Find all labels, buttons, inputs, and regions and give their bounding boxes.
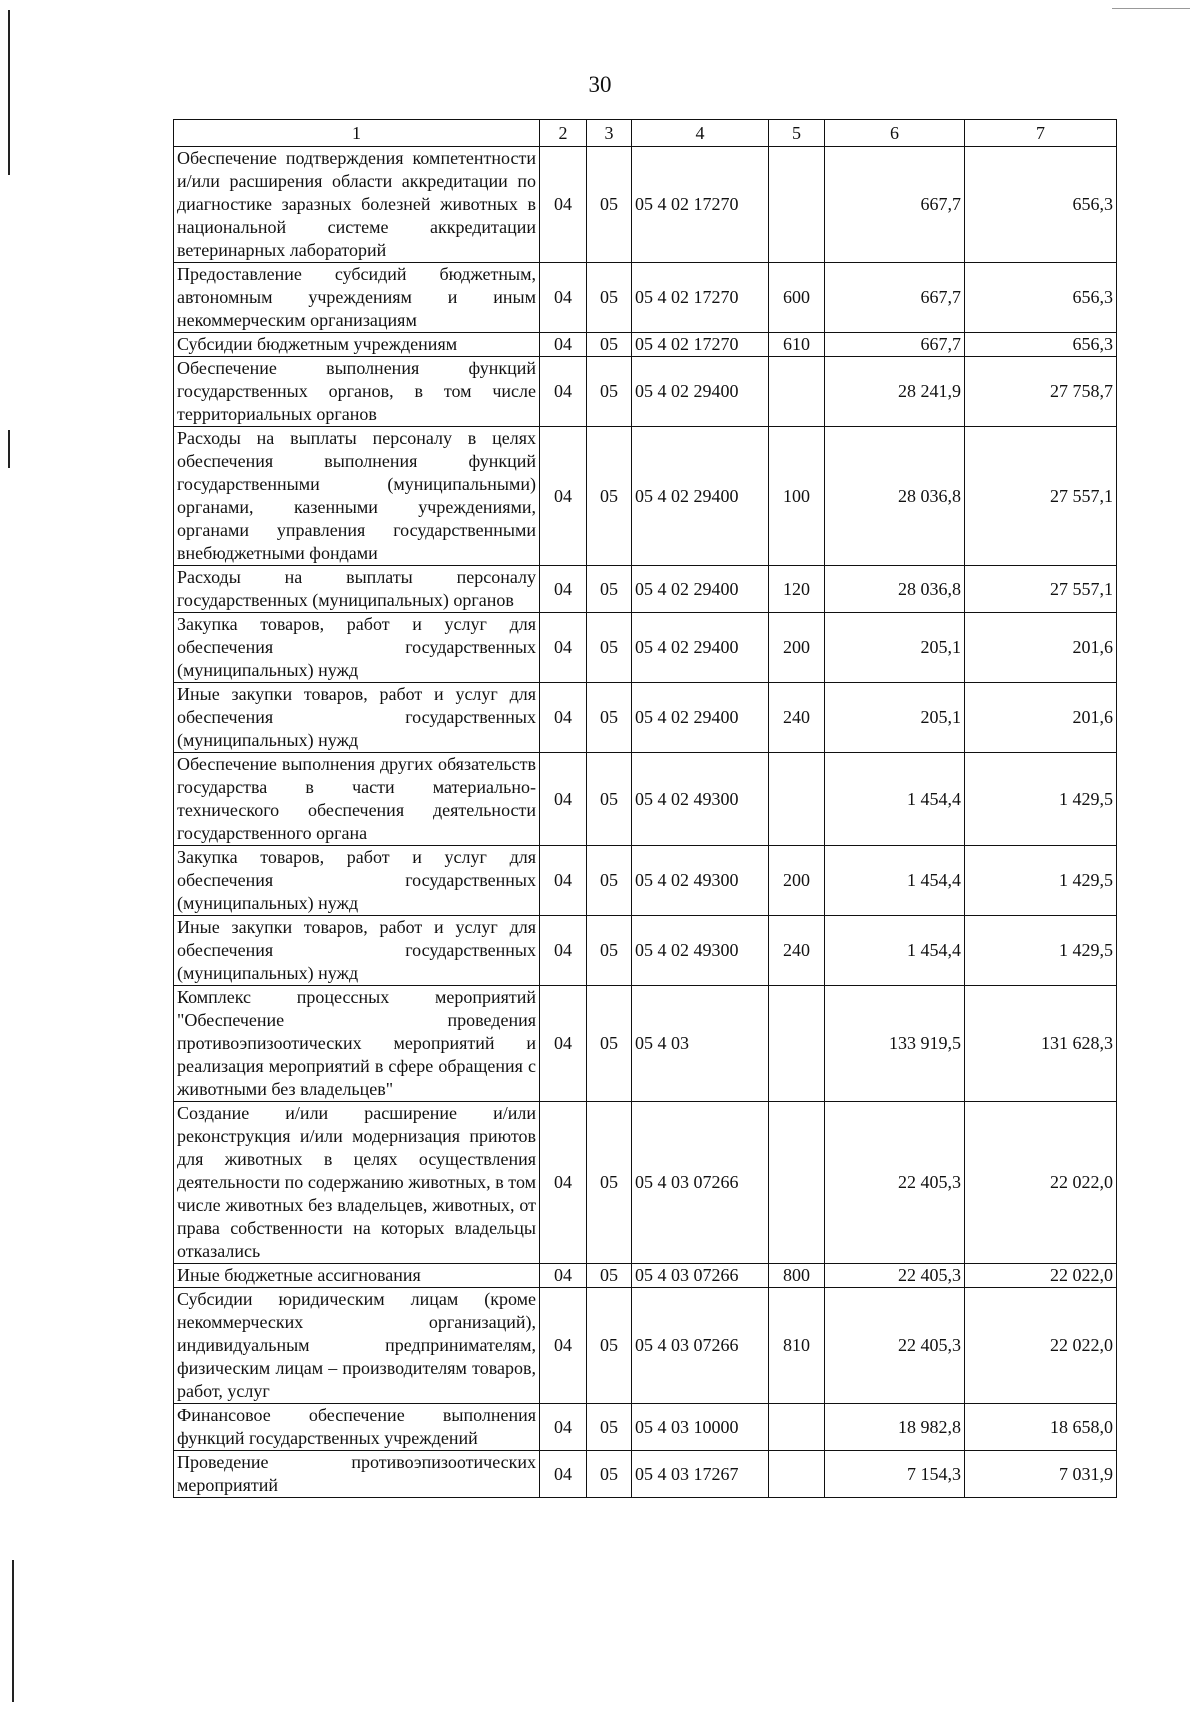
row-name: Проведение противоэпизоотических мероприятий <box>174 1451 540 1498</box>
expense-type-code: 800 <box>769 1264 825 1288</box>
expense-type-code <box>769 986 825 1102</box>
target-article-code: 05 4 02 17270 <box>632 263 769 333</box>
section-code: 04 <box>540 1264 587 1288</box>
target-article-code: 05 4 03 07266 <box>632 1264 769 1288</box>
table-row <box>174 1404 1117 1451</box>
subsection-code: 05 <box>587 333 632 357</box>
table-row <box>174 753 1117 846</box>
amount-col6: 1 454,4 <box>825 753 965 846</box>
column-header: 1 <box>174 120 540 147</box>
amount-col6: 133 919,5 <box>825 986 965 1102</box>
table-row <box>174 147 1117 263</box>
target-article-code: 05 4 03 07266 <box>632 1102 769 1264</box>
target-article-code: 05 4 02 17270 <box>632 147 769 263</box>
section-code: 04 <box>540 846 587 916</box>
row-name: Предоставление субсидий бюджетным, автономным учреждениям и иным некоммерческим организациям <box>174 263 540 333</box>
row-name: Закупка товаров, работ и услуг для обеспечения государственных (муниципальных) нужд <box>174 846 540 916</box>
budget-table <box>173 119 1117 1498</box>
target-article-code: 05 4 03 17267 <box>632 1451 769 1498</box>
subsection-code: 05 <box>587 1264 632 1288</box>
section-code: 04 <box>540 1404 587 1451</box>
table-row <box>174 613 1117 683</box>
subsection-code: 05 <box>587 846 632 916</box>
column-header: 7 <box>965 120 1117 147</box>
subsection-code: 05 <box>587 263 632 333</box>
section-code: 04 <box>540 427 587 566</box>
column-header: 3 <box>587 120 632 147</box>
table-row <box>174 427 1117 566</box>
target-article-code: 05 4 02 29400 <box>632 683 769 753</box>
subsection-code: 05 <box>587 613 632 683</box>
target-article-code: 05 4 02 29400 <box>632 427 769 566</box>
amount-col7: 656,3 <box>965 147 1117 263</box>
amount-col6: 205,1 <box>825 683 965 753</box>
amount-col7: 201,6 <box>965 613 1117 683</box>
column-header: 6 <box>825 120 965 147</box>
expense-type-code: 240 <box>769 916 825 986</box>
subsection-code: 05 <box>587 1102 632 1264</box>
table-row <box>174 683 1117 753</box>
table-row <box>174 1102 1117 1264</box>
subsection-code: 05 <box>587 753 632 846</box>
target-article-code: 05 4 02 49300 <box>632 753 769 846</box>
target-article-code: 05 4 03 10000 <box>632 1404 769 1451</box>
table-row <box>174 357 1117 427</box>
subsection-code: 05 <box>587 1288 632 1404</box>
scan-edge-mark <box>8 430 10 468</box>
subsection-code: 05 <box>587 986 632 1102</box>
column-header: 4 <box>632 120 769 147</box>
subsection-code: 05 <box>587 683 632 753</box>
amount-col7: 1 429,5 <box>965 846 1117 916</box>
expense-type-code: 600 <box>769 263 825 333</box>
section-code: 04 <box>540 1102 587 1264</box>
amount-col7: 656,3 <box>965 263 1117 333</box>
row-name: Обеспечение выполнения других обязательств государства в части материально-технического обеспечения деятельности государственного органа <box>174 753 540 846</box>
target-article-code: 05 4 02 49300 <box>632 916 769 986</box>
section-code: 04 <box>540 916 587 986</box>
amount-col6: 28 036,8 <box>825 427 965 566</box>
section-code: 04 <box>540 613 587 683</box>
expense-type-code <box>769 357 825 427</box>
section-code: 04 <box>540 333 587 357</box>
amount-col6: 28 036,8 <box>825 566 965 613</box>
table-header-row <box>174 120 1117 147</box>
amount-col7: 7 031,9 <box>965 1451 1117 1498</box>
expense-type-code: 100 <box>769 427 825 566</box>
subsection-code: 05 <box>587 1404 632 1451</box>
section-code: 04 <box>540 147 587 263</box>
table-row <box>174 566 1117 613</box>
amount-col6: 7 154,3 <box>825 1451 965 1498</box>
amount-col7: 1 429,5 <box>965 753 1117 846</box>
subsection-code: 05 <box>587 1451 632 1498</box>
amount-col6: 22 405,3 <box>825 1288 965 1404</box>
scan-edge-mark <box>1112 8 1190 9</box>
table-row <box>174 986 1117 1102</box>
row-name: Создание и/или расширение и/или реконструкция и/или модернизация приютов для животных в целях осуществления деятельности по содержанию животных, в том числе животных без владельцев, животных, от права собственности на которых владельцы отказались <box>174 1102 540 1264</box>
row-name: Иные бюджетные ассигнования <box>174 1264 540 1288</box>
section-code: 04 <box>540 566 587 613</box>
expense-type-code: 610 <box>769 333 825 357</box>
expense-type-code: 200 <box>769 613 825 683</box>
row-name: Субсидии юридическим лицам (кроме некоммерческих организаций), индивидуальным предпринимателям, физическим лицам – производителям товаров, работ, услуг <box>174 1288 540 1404</box>
row-name: Субсидии бюджетным учреждениям <box>174 333 540 357</box>
amount-col6: 22 405,3 <box>825 1264 965 1288</box>
expense-type-code: 120 <box>769 566 825 613</box>
row-name: Обеспечение выполнения функций государственных органов, в том числе территориальных органов <box>174 357 540 427</box>
row-name: Иные закупки товаров, работ и услуг для обеспечения государственных (муниципальных) нужд <box>174 683 540 753</box>
table-row <box>174 846 1117 916</box>
subsection-code: 05 <box>587 147 632 263</box>
amount-col7: 131 628,3 <box>965 986 1117 1102</box>
amount-col7: 22 022,0 <box>965 1102 1117 1264</box>
section-code: 04 <box>540 1451 587 1498</box>
table-row <box>174 333 1117 357</box>
target-article-code: 05 4 02 17270 <box>632 333 769 357</box>
scan-edge-mark <box>12 1560 14 1702</box>
row-name: Финансовое обеспечение выполнения функций государственных учреждений <box>174 1404 540 1451</box>
subsection-code: 05 <box>587 427 632 566</box>
expense-type-code: 810 <box>769 1288 825 1404</box>
target-article-code: 05 4 02 29400 <box>632 566 769 613</box>
row-name: Закупка товаров, работ и услуг для обеспечения государственных (муниципальных) нужд <box>174 613 540 683</box>
expense-type-code <box>769 1102 825 1264</box>
amount-col7: 22 022,0 <box>965 1288 1117 1404</box>
amount-col6: 667,7 <box>825 147 965 263</box>
amount-col6: 667,7 <box>825 333 965 357</box>
amount-col7: 201,6 <box>965 683 1117 753</box>
table-row <box>174 916 1117 986</box>
row-name: Обеспечение подтверждения компетентности и/или расширения области аккредитации по диагностике заразных болезней животных в национальной системе аккредитации ветеринарных лабораторий <box>174 147 540 263</box>
table-row <box>174 1288 1117 1404</box>
amount-col6: 22 405,3 <box>825 1102 965 1264</box>
row-name: Иные закупки товаров, работ и услуг для обеспечения государственных (муниципальных) нужд <box>174 916 540 986</box>
subsection-code: 05 <box>587 357 632 427</box>
target-article-code: 05 4 03 <box>632 986 769 1102</box>
amount-col7: 1 429,5 <box>965 916 1117 986</box>
target-article-code: 05 4 02 29400 <box>632 613 769 683</box>
amount-col6: 1 454,4 <box>825 846 965 916</box>
expense-type-code <box>769 1404 825 1451</box>
section-code: 04 <box>540 753 587 846</box>
amount-col6: 1 454,4 <box>825 916 965 986</box>
section-code: 04 <box>540 357 587 427</box>
page-number: 30 <box>588 72 612 97</box>
amount-col7: 18 658,0 <box>965 1404 1117 1451</box>
amount-col7: 27 557,1 <box>965 427 1117 566</box>
amount-col7: 27 557,1 <box>965 566 1117 613</box>
expense-type-code: 240 <box>769 683 825 753</box>
expense-type-code <box>769 147 825 263</box>
column-header: 5 <box>769 120 825 147</box>
row-name: Расходы на выплаты персоналу в целях обеспечения выполнения функций государственными (муниципальными) органами, казенными учреждениями, органами управления государственными внебюджетными фондами <box>174 427 540 566</box>
amount-col6: 18 982,8 <box>825 1404 965 1451</box>
section-code: 04 <box>540 263 587 333</box>
subsection-code: 05 <box>587 566 632 613</box>
table-row <box>174 1451 1117 1498</box>
amount-col7: 22 022,0 <box>965 1264 1117 1288</box>
amount-col7: 27 758,7 <box>965 357 1117 427</box>
target-article-code: 05 4 03 07266 <box>632 1288 769 1404</box>
column-header: 2 <box>540 120 587 147</box>
amount-col6: 667,7 <box>825 263 965 333</box>
row-name: Расходы на выплаты персоналу государственных (муниципальных) органов <box>174 566 540 613</box>
subsection-code: 05 <box>587 916 632 986</box>
target-article-code: 05 4 02 29400 <box>632 357 769 427</box>
expense-type-code: 200 <box>769 846 825 916</box>
expense-type-code <box>769 1451 825 1498</box>
table-row <box>174 263 1117 333</box>
target-article-code: 05 4 02 49300 <box>632 846 769 916</box>
amount-col7: 656,3 <box>965 333 1117 357</box>
section-code: 04 <box>540 986 587 1102</box>
expense-type-code <box>769 753 825 846</box>
section-code: 04 <box>540 683 587 753</box>
amount-col6: 28 241,9 <box>825 357 965 427</box>
amount-col6: 205,1 <box>825 613 965 683</box>
section-code: 04 <box>540 1288 587 1404</box>
table-row <box>174 1264 1117 1288</box>
row-name: Комплекс процессных мероприятий "Обеспечение проведения противоэпизоотических мероприятий и реализация мероприятий в сфере обращения с животными без владельцев" <box>174 986 540 1102</box>
